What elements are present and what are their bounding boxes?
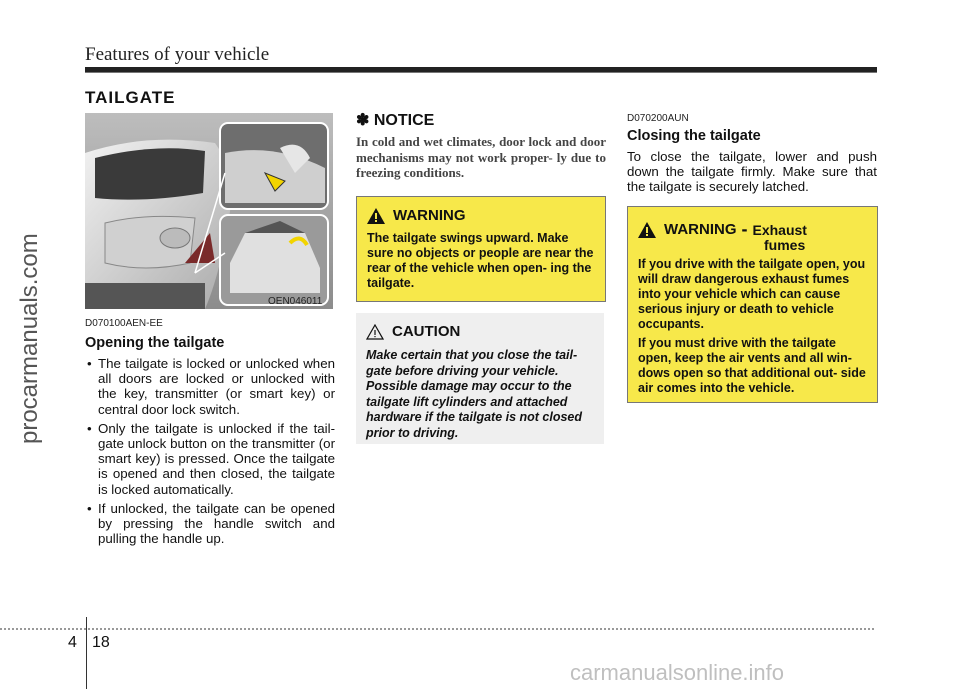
closing-section (627, 113, 877, 195)
header-rule-thin (85, 72, 877, 73)
caution-icon (366, 324, 384, 340)
caution-box (356, 313, 604, 444)
closing-code: D070200AUN (627, 113, 689, 124)
closing-body: To close the tailgate, lower and push down the tailgate firmly. Make sure that the tailgate is securely latched. (627, 149, 877, 195)
warning-icon (638, 222, 656, 238)
exhaust-warning-para2: If you must drive with the tailgate open, keep the air vents and all win- dows open so that additional out- side air comes into the vehicle. (638, 336, 866, 395)
opening-section (85, 318, 335, 550)
exhaust-warning-sub2: fumes (764, 237, 806, 253)
tailgate-illustration (85, 113, 333, 309)
warning-icon (367, 208, 385, 224)
caution-body: Make certain that you close the tail- gate before driving your vehicle. Possible damage may occur to the tailgate lift cylinders and attached hardware if the tailgate is not closed prior to driving. (366, 348, 583, 440)
warning-body: The tailgate swings upward. Make sure no objects or people are near the rear of the vehicle when open- ing the tailgate. (367, 231, 594, 290)
bottom-watermark: carmanualsonline.info (570, 660, 785, 685)
closing-title: Closing the tailgate (627, 128, 761, 144)
opening-code: D070100AEN-EE (85, 318, 163, 329)
header-title: Features of your vehicle (85, 44, 270, 65)
list-item: • If unlocked, the tailgate can be opened by pressing the handle switch and pulling the handle up. (85, 501, 335, 547)
page-number: 18 (92, 634, 110, 651)
notice-title: ✽ NOTICE (356, 112, 435, 129)
caution-title: CAUTION (392, 323, 461, 340)
footer-rule (0, 628, 874, 630)
exhaust-warning-dash: - (741, 219, 748, 239)
opening-title: Opening the tailgate (85, 335, 225, 351)
tailgate-figure (85, 113, 333, 309)
warning-title: WARNING (393, 207, 466, 224)
notice-body: In cold and wet climates, door lock and door mechanisms may not work proper- ly due to freezing conditions. (356, 134, 606, 180)
footer-divider (86, 617, 87, 689)
warning-box (356, 196, 606, 302)
exhaust-warning-sub1: Exhaust (752, 221, 807, 238)
notice-section (356, 110, 606, 181)
side-watermark: procarmanuals.com (16, 233, 43, 444)
list-item: • The tailgate is locked or unlocked when all doors are locked or unlocked with the key, transmitter (or smart key) or central door lock switch. (85, 356, 335, 417)
chapter-number: 4 (68, 634, 77, 651)
exhaust-warning-body (638, 257, 870, 396)
exhaust-warning-para1: If you drive with the tailgate open, you will draw dangerous exhaust fumes into your vehicle which can cause serious injury or death to vehicle occupants. (638, 257, 866, 331)
opening-list (85, 356, 335, 546)
exhaust-warning-title: WARNING (664, 221, 737, 238)
section-title: TAILGATE (85, 88, 176, 107)
list-item: • Only the tailgate is unlocked if the tail- gate unlock button on the transmitter (or smart key) is pressed. Once the tailgate is opened and then closed, the tailgate is locked automatically. (85, 421, 335, 497)
figure-code: OEN046011 (268, 296, 323, 307)
exhaust-warning-box (627, 206, 878, 403)
